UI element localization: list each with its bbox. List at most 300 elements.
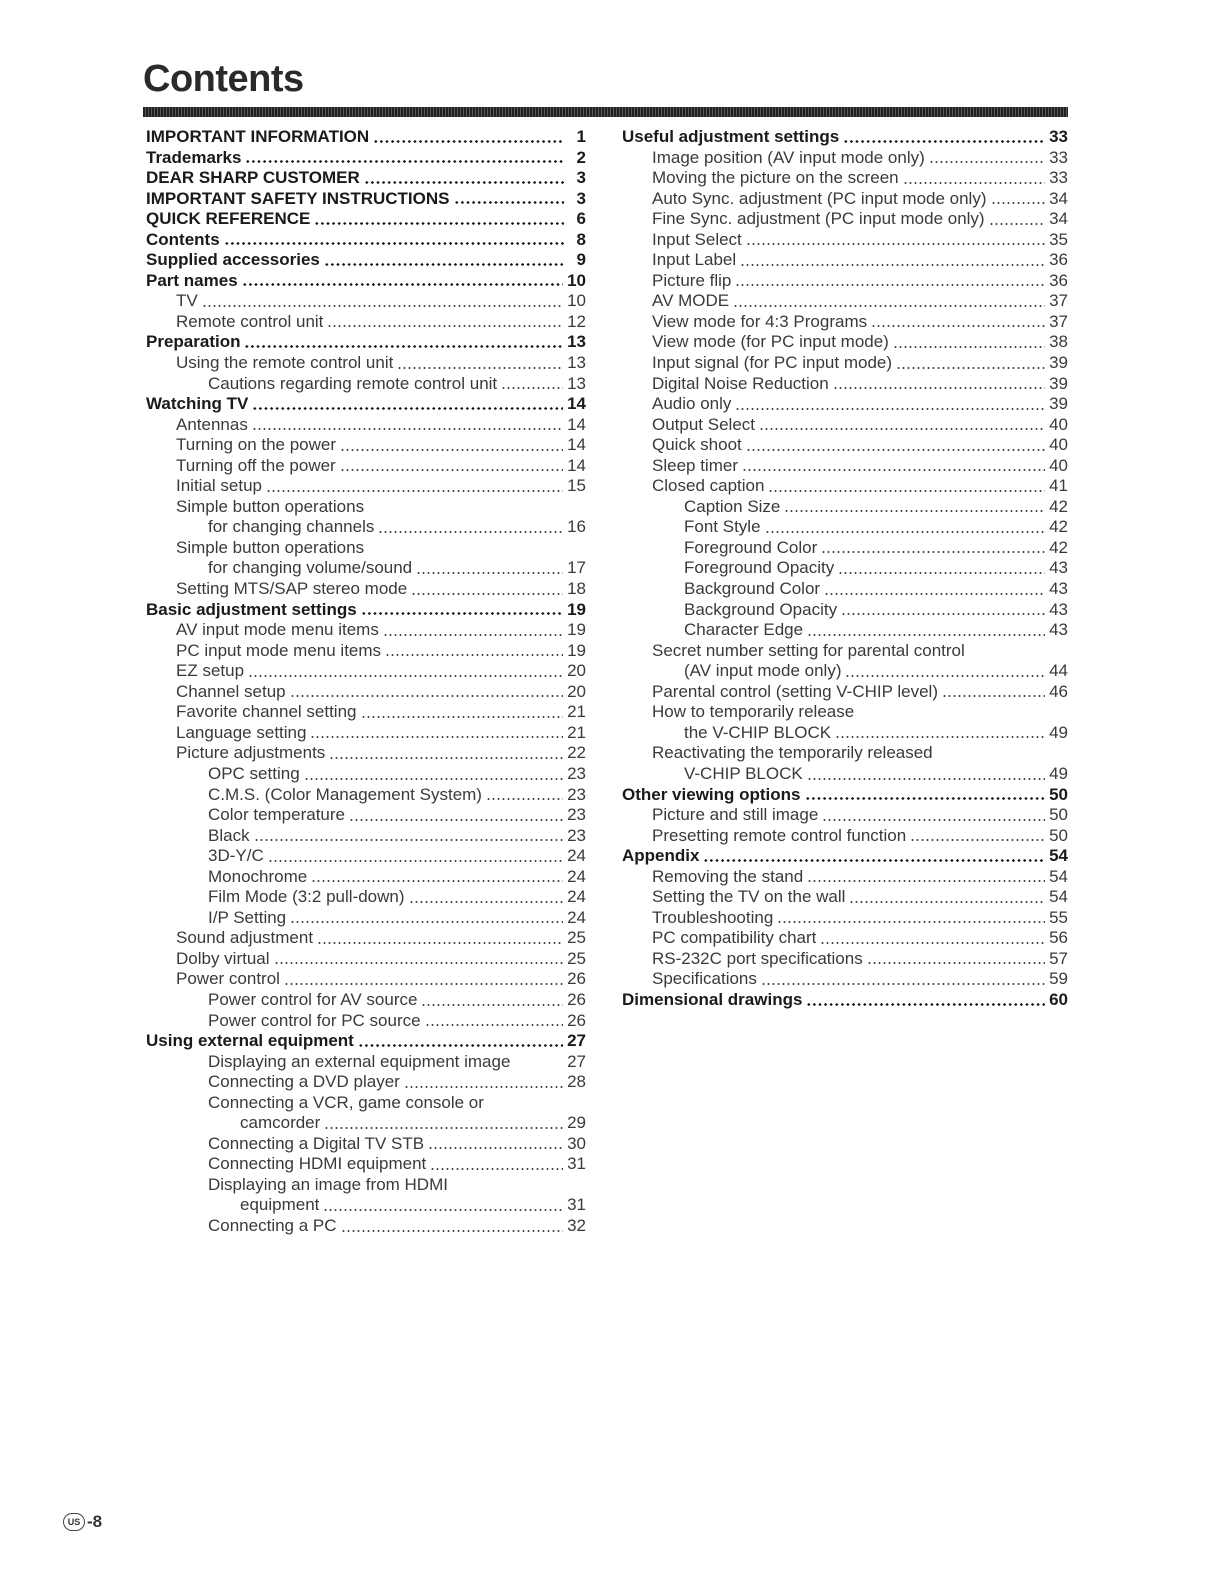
toc-page-number: 31 [567, 1195, 586, 1215]
dot-leader [903, 182, 1045, 184]
dot-leader [807, 778, 1045, 780]
toc-entry [146, 1113, 586, 1134]
toc-entry [146, 723, 586, 744]
toc-entry-title: Sound adjustment [176, 928, 314, 948]
toc-section [146, 148, 586, 169]
toc-entry [622, 435, 1068, 456]
dot-leader [416, 572, 563, 574]
toc-entry-title: Favorite channel setting [176, 702, 357, 722]
toc-entry-title: Other viewing options [622, 784, 801, 804]
dot-leader [835, 736, 1045, 738]
toc-page-number: 37 [1049, 311, 1068, 331]
toc-entry-title: Removing the stand [652, 866, 804, 886]
toc-entry-title: Quick shoot [652, 435, 742, 455]
toc-entry [146, 805, 586, 826]
toc-entry [146, 579, 586, 600]
dot-leader [805, 797, 1046, 800]
toc-entry-title: camcorder [240, 1113, 321, 1133]
toc-column-right [622, 127, 1068, 1011]
toc-entry [622, 148, 1068, 169]
dot-leader [838, 572, 1045, 574]
toc-page-number: 54 [1049, 887, 1068, 907]
toc-page-number: 57 [1049, 948, 1068, 968]
toc-entry-title: Font Style [684, 517, 761, 537]
toc-page-number: 42 [1049, 537, 1068, 557]
toc-entry [146, 887, 586, 908]
dot-leader [740, 264, 1045, 266]
toc-page-number: 17 [567, 558, 586, 578]
toc-entry-title: Input signal (for PC input mode) [652, 353, 893, 373]
toc-section [146, 1031, 586, 1052]
toc-page-number: 33 [1049, 147, 1068, 167]
toc-entry-title: RS-232C port specifications [652, 948, 863, 968]
toc-page-number: 44 [1049, 661, 1068, 681]
dot-leader [735, 284, 1045, 286]
toc-page-number: 27 [567, 1051, 586, 1071]
toc-entry-title: Closed caption [652, 476, 765, 496]
toc-entry [146, 661, 586, 682]
toc-page-number: 26 [567, 989, 586, 1009]
dot-leader [703, 859, 1045, 862]
toc-page-number: 29 [567, 1113, 586, 1133]
toc-entry-title: Power control for PC source [208, 1010, 421, 1030]
dot-leader [409, 901, 564, 903]
toc-entry [146, 908, 586, 929]
toc-page-number: 28 [567, 1072, 586, 1092]
toc-entry-title: Image position (AV input mode only) [652, 147, 925, 167]
dot-leader [383, 634, 563, 636]
toc-entry [146, 620, 586, 641]
toc-entry [622, 805, 1068, 826]
dot-leader [746, 243, 1045, 245]
toc-page-number: 54 [1049, 846, 1068, 866]
toc-section [146, 127, 586, 148]
toc-entry-title: Initial setup [176, 476, 262, 496]
toc-page-number: 13 [567, 373, 586, 393]
toc-entry-title: Moving the picture on the screen [652, 168, 899, 188]
dot-leader [324, 263, 564, 266]
toc-page-number: 10 [567, 291, 586, 311]
toc-section [146, 600, 586, 621]
toc-entry [146, 1072, 586, 1093]
toc-entry-title: Supplied accessories [146, 250, 320, 270]
toc-entry-title: Caption Size [684, 496, 781, 516]
toc-entry-title: Picture and still image [652, 805, 819, 825]
dot-leader [761, 983, 1045, 985]
toc-entry [622, 908, 1068, 929]
toc-entry [146, 826, 586, 847]
dot-leader [310, 736, 563, 738]
toc-entry [146, 928, 586, 949]
dot-leader [304, 778, 563, 780]
toc-entry [146, 312, 586, 333]
toc-page-number: 13 [567, 353, 586, 373]
toc-entry [146, 374, 586, 395]
toc-entry [146, 456, 586, 477]
toc-entry [622, 743, 1068, 764]
toc-entry-title: Simple button operations [176, 537, 365, 557]
dot-leader [349, 819, 563, 821]
toc-entry-title: Turning off the power [176, 455, 336, 475]
dot-leader [843, 140, 1045, 143]
toc-entry [622, 558, 1068, 579]
toc-page-number: 35 [1049, 229, 1068, 249]
toc-entry-title: QUICK REFERENCE [146, 209, 311, 229]
dot-leader [896, 367, 1045, 369]
toc-page-number: 42 [1049, 517, 1068, 537]
toc-entry [622, 928, 1068, 949]
toc-page-number: 19 [567, 640, 586, 660]
toc-page-number: 43 [1049, 620, 1068, 640]
toc-page-number: 6 [576, 209, 586, 229]
dot-leader [323, 1209, 563, 1211]
toc-entry-title: Secret number setting for parental control [652, 640, 965, 660]
toc-page-number: 39 [1049, 373, 1068, 393]
toc-page-number: 40 [1049, 435, 1068, 455]
toc-entry-title: Auto Sync. adjustment (PC input mode only) [652, 188, 987, 208]
toc-section [622, 990, 1068, 1011]
toc-entry-title: Displaying an image from HDMI [208, 1174, 448, 1194]
toc-entry [146, 1216, 586, 1237]
dot-leader [404, 1086, 563, 1088]
toc-entry-title: EZ setup [176, 661, 245, 681]
toc-entry [146, 538, 586, 559]
toc-entry-title: Simple button operations [176, 496, 365, 516]
toc-page-number: 50 [1049, 784, 1068, 804]
toc-entry [622, 353, 1068, 374]
toc-entry-title: IMPORTANT SAFETY INSTRUCTIONS [146, 188, 450, 208]
toc-entry [622, 826, 1068, 847]
toc-entry-title: Language setting [176, 722, 307, 742]
toc-entry [146, 476, 586, 497]
toc-entry-title: Displaying an external equipment image [208, 1051, 511, 1071]
toc-entry-title: Antennas [176, 414, 248, 434]
toc-entry [146, 497, 586, 518]
dot-leader [867, 962, 1045, 964]
toc-page-number: 25 [567, 928, 586, 948]
dot-leader [777, 921, 1045, 923]
toc-entry [622, 723, 1068, 744]
toc-entry [146, 949, 586, 970]
dot-leader [893, 346, 1045, 348]
dot-leader [361, 716, 564, 718]
toc-page-number: 14 [567, 455, 586, 475]
dot-leader [340, 449, 563, 451]
toc-entry-title: AV input mode menu items [176, 620, 379, 640]
toc-page-number: 56 [1049, 928, 1068, 948]
toc-page-number: 23 [567, 784, 586, 804]
toc-entry-title: Character Edge [684, 620, 804, 640]
toc-entry [146, 702, 586, 723]
toc-page-number: 34 [1049, 188, 1068, 208]
dot-leader [820, 942, 1045, 944]
toc-page-number: 14 [567, 414, 586, 434]
dot-leader [202, 305, 563, 307]
dot-leader [845, 675, 1045, 677]
toc-page-number: 20 [567, 681, 586, 701]
toc-page-number: 33 [1049, 168, 1068, 188]
toc-entry-title: PC compatibility chart [652, 928, 817, 948]
toc-page-number: 2 [576, 147, 586, 167]
toc-page-number: 49 [1049, 763, 1068, 783]
dot-leader [807, 634, 1045, 636]
dot-leader [361, 612, 563, 615]
toc-entry [622, 641, 1068, 662]
toc-section [146, 332, 586, 353]
toc-page-number: 26 [567, 969, 586, 989]
toc-entry-title: Color temperature [208, 805, 346, 825]
toc-page-number: 14 [567, 435, 586, 455]
toc-page-number: 37 [1049, 291, 1068, 311]
toc-entry [622, 312, 1068, 333]
dot-leader [733, 305, 1045, 307]
toc-page-number: 15 [567, 476, 586, 496]
toc-entry-title: Useful adjustment settings [622, 127, 840, 146]
toc-section [146, 209, 586, 230]
toc-entry-title: Digital Noise Reduction [652, 373, 829, 393]
page-footer [63, 1512, 102, 1532]
toc-page-number: 54 [1049, 866, 1068, 886]
dot-leader [821, 551, 1045, 553]
toc-entry-title: Preparation [146, 332, 241, 352]
toc-page-number: 23 [567, 825, 586, 845]
dot-leader [784, 510, 1045, 512]
dot-leader [822, 819, 1045, 821]
toc-entry [146, 867, 586, 888]
toc-page-number: 31 [567, 1154, 586, 1174]
toc-entry-title: Connecting a DVD player [208, 1072, 400, 1092]
toc-page-number: 32 [567, 1215, 586, 1235]
toc-entry-title: Sleep timer [652, 455, 738, 475]
toc-section [146, 189, 586, 210]
dot-leader [385, 654, 563, 656]
toc-page-number: 49 [1049, 722, 1068, 742]
dot-leader [358, 1044, 563, 1047]
toc-entry [146, 743, 586, 764]
dot-leader [244, 345, 563, 348]
toc-page-number: 21 [567, 722, 586, 742]
dot-leader [929, 161, 1045, 163]
toc-page-number: 9 [576, 250, 586, 270]
toc-entry-title: TV [176, 291, 198, 311]
toc-entry [622, 332, 1068, 353]
toc-page-number: 22 [567, 743, 586, 763]
dot-leader [364, 181, 564, 184]
dot-leader [425, 1024, 563, 1026]
toc-section [146, 168, 586, 189]
toc-entry-title: Cautions regarding remote control unit [208, 373, 498, 393]
toc-entry-title: Trademarks [146, 147, 242, 167]
dot-leader [290, 921, 563, 923]
toc-entry-title: View mode for 4:3 Programs [652, 311, 868, 331]
dot-leader [910, 839, 1045, 841]
dot-leader [746, 449, 1045, 451]
dot-leader [991, 202, 1046, 204]
toc-page-number: 60 [1049, 989, 1068, 1009]
toc-entry-title: V-CHIP BLOCK [684, 763, 803, 783]
title-divider [143, 107, 1068, 117]
toc-entry [622, 702, 1068, 723]
toc-entry-title: Reactivating the temporarily released [652, 743, 933, 763]
dot-leader [268, 860, 563, 862]
toc-entry [146, 682, 586, 703]
page-title: Contents [143, 58, 304, 100]
toc-page-number: 55 [1049, 907, 1068, 927]
dot-leader [329, 757, 563, 759]
dot-leader [311, 880, 563, 882]
toc-entry [622, 867, 1068, 888]
toc-page-number: 34 [1049, 209, 1068, 229]
toc-entry-title: Channel setup [176, 681, 286, 701]
toc-entry-title: IMPORTANT INFORMATION [146, 127, 370, 146]
toc-entry-title: Watching TV [146, 394, 249, 414]
dot-leader [768, 490, 1045, 492]
dot-leader [252, 407, 563, 410]
toc-entry-title: Appendix [622, 846, 700, 866]
toc-entry [622, 887, 1068, 908]
toc-entry-title: Output Select [652, 414, 756, 434]
dot-leader [411, 593, 563, 595]
toc-entry-title: Picture adjustments [176, 743, 326, 763]
toc-page-number: 41 [1049, 476, 1068, 496]
dot-leader [397, 367, 563, 369]
toc-entry-title: Power control [176, 969, 280, 989]
toc-page-number: 8 [576, 229, 586, 249]
toc-entry-title: Power control for AV source [208, 989, 418, 1009]
toc-entry [622, 209, 1068, 230]
toc-entry-title: Film Mode (3:2 pull-down) [208, 887, 405, 907]
toc-entry-title: Part names [146, 270, 238, 290]
toc-page-number: 50 [1049, 805, 1068, 825]
dot-leader [942, 695, 1045, 697]
toc-page-number: 36 [1049, 270, 1068, 290]
toc-page-number: 30 [567, 1133, 586, 1153]
toc-entry-title: Audio only [652, 394, 732, 414]
toc-page-number: 39 [1049, 394, 1068, 414]
toc-section [622, 785, 1068, 806]
toc-entry [622, 579, 1068, 600]
toc-page-number: 13 [567, 332, 586, 352]
toc-entry-title: Background Opacity [684, 599, 838, 619]
dot-leader [224, 242, 564, 245]
toc-entry [146, 1195, 586, 1216]
toc-entry-title: OPC setting [208, 763, 300, 783]
dot-leader [430, 1168, 563, 1170]
toc-entry-title: Troubleshooting [652, 907, 774, 927]
toc-entry [146, 1134, 586, 1155]
toc-entry-title: Turning on the power [176, 435, 337, 455]
toc-entry-title: for changing channels [208, 517, 375, 537]
toc-entry [622, 476, 1068, 497]
dot-leader [742, 469, 1045, 471]
dot-leader [324, 1127, 563, 1129]
dot-leader [454, 201, 565, 204]
region-badge-icon: US [63, 1513, 85, 1531]
toc-entry [146, 558, 586, 579]
toc-page-number: 18 [567, 579, 586, 599]
toc-entry [146, 353, 586, 374]
toc-entry-title: Contents [146, 229, 220, 249]
toc-entry [622, 969, 1068, 990]
dot-leader [274, 962, 564, 964]
page-number: -8 [87, 1512, 103, 1531]
toc-page-number: 16 [567, 517, 586, 537]
toc-page-number: 14 [567, 394, 586, 414]
dot-leader [421, 1004, 563, 1006]
toc-section [146, 250, 586, 271]
toc-page-number: 33 [1049, 127, 1068, 146]
toc-entry-title: Setting the TV on the wall [652, 887, 846, 907]
toc-entry [622, 661, 1068, 682]
toc-entry-title: AV MODE [652, 291, 730, 311]
dot-leader [486, 798, 563, 800]
toc-entry-title: Input Select [652, 229, 742, 249]
toc-page-number: 59 [1049, 969, 1068, 989]
dot-leader [254, 839, 564, 841]
dot-leader [242, 283, 563, 286]
toc-page-number: 43 [1049, 599, 1068, 619]
toc-entry-title: How to temporarily release [652, 702, 855, 722]
dot-leader [290, 695, 563, 697]
toc-entry [146, 846, 586, 867]
dot-leader [833, 387, 1045, 389]
toc-entry [146, 641, 586, 662]
dot-leader [317, 942, 563, 944]
toc-page-number: 27 [567, 1031, 586, 1051]
toc-entry [622, 394, 1068, 415]
toc-entry [622, 271, 1068, 292]
toc-entry-title: Connecting a Digital TV STB [208, 1133, 425, 1153]
toc-page-number: 12 [567, 311, 586, 331]
toc-page-number: 21 [567, 702, 586, 722]
toc-entry-title: for changing volume/sound [208, 558, 413, 578]
toc-entry [146, 415, 586, 436]
dot-leader [841, 613, 1045, 615]
toc-entry-title: Picture flip [652, 270, 732, 290]
toc-entry-title: Connecting a VCR, game console or [208, 1092, 484, 1112]
toc-entry [146, 1154, 586, 1175]
toc-section [622, 127, 1068, 148]
dot-leader [989, 223, 1045, 225]
dot-leader [314, 222, 564, 225]
toc-entry-title: Specifications [652, 969, 757, 989]
toc-entry [622, 600, 1068, 621]
toc-entry [622, 415, 1068, 436]
toc-section [622, 846, 1068, 867]
toc-entry-title: Connecting HDMI equipment [208, 1154, 427, 1174]
toc-page-number: 36 [1049, 250, 1068, 270]
toc-entry [622, 517, 1068, 538]
dot-leader [340, 469, 563, 471]
toc-entry [146, 517, 586, 538]
toc-page-number: 46 [1049, 681, 1068, 701]
toc-entry-title: Input Label [652, 250, 737, 270]
toc-entry [146, 291, 586, 312]
dot-leader [807, 880, 1045, 882]
dot-leader [252, 428, 563, 430]
toc-page-number: 19 [567, 599, 586, 619]
toc-entry-title: (AV input mode only) [684, 661, 842, 681]
toc-entry [146, 1052, 586, 1073]
dot-leader [765, 531, 1046, 533]
toc-page-number: 24 [567, 907, 586, 927]
toc-page-number: 1 [576, 127, 586, 146]
toc-entry [622, 168, 1068, 189]
toc-page-number: 39 [1049, 353, 1068, 373]
toc-section [146, 394, 586, 415]
toc-entry-title: Setting MTS/SAP stereo mode [176, 579, 408, 599]
toc-entry [622, 497, 1068, 518]
